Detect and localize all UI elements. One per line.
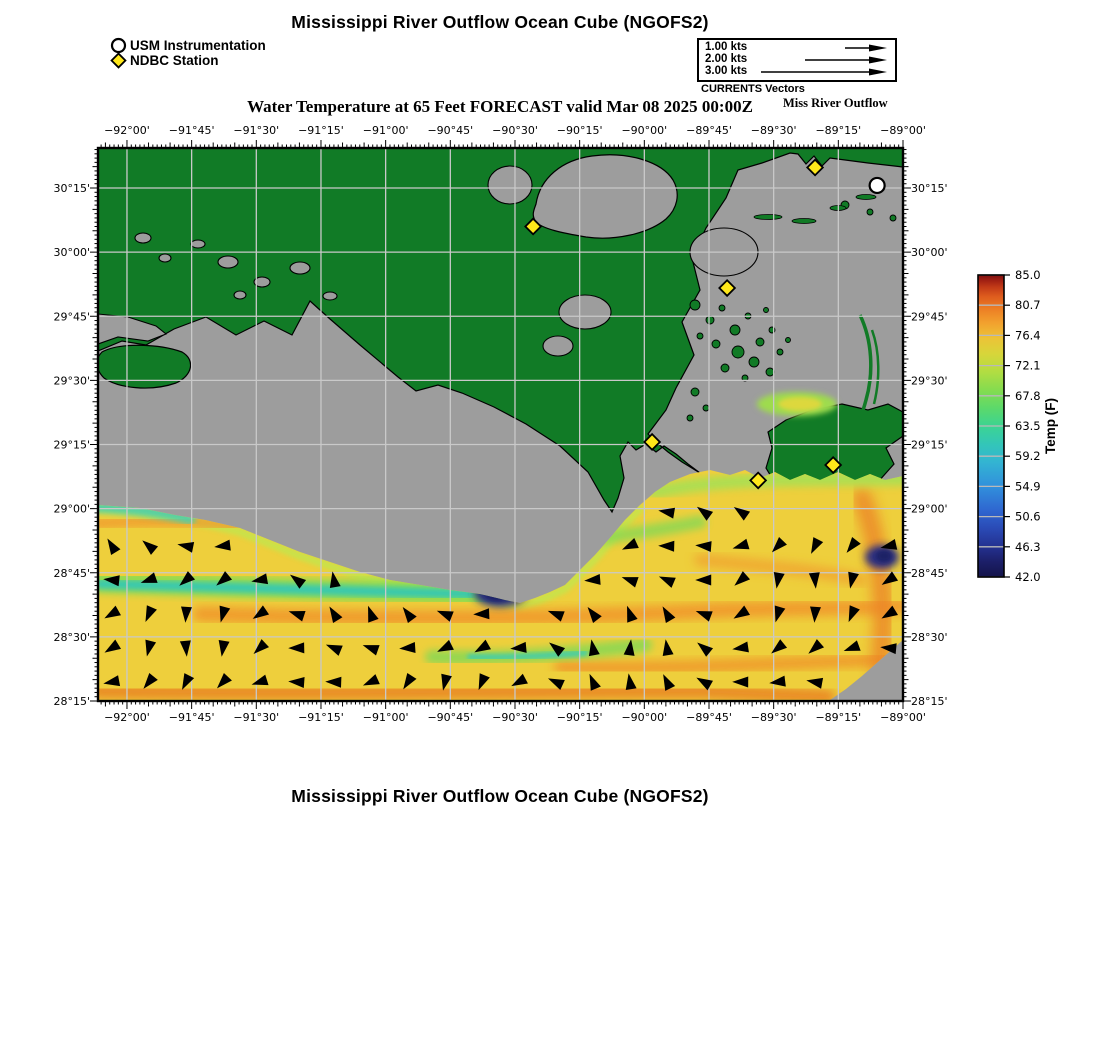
lon-tick-label-top: −91°45' bbox=[168, 124, 215, 137]
marsh-island-dot bbox=[697, 333, 703, 339]
lon-tick-label-bottom: −90°15' bbox=[556, 711, 603, 724]
colorbar-tick-label: 54.9 bbox=[1015, 479, 1041, 494]
lon-tick-label-bottom: −91°00' bbox=[362, 711, 409, 724]
colorbar-tick-label: 76.4 bbox=[1015, 328, 1041, 343]
usm-station-marker bbox=[870, 178, 885, 193]
currents-scale-label-3: 3.00 kts bbox=[705, 65, 748, 77]
colorbar-tick-label: 59.2 bbox=[1015, 449, 1041, 464]
currents-scale-label-2: 2.00 kts bbox=[705, 53, 748, 65]
marsh-island-dot bbox=[764, 308, 769, 313]
colorbar-tick-label: 63.5 bbox=[1015, 419, 1041, 433]
lake bbox=[234, 291, 246, 299]
barrier-island bbox=[754, 215, 782, 220]
lon-tick-label-bottom: −90°30' bbox=[492, 711, 538, 724]
lake bbox=[543, 336, 573, 356]
lake bbox=[323, 292, 337, 300]
colorbar-tick-label: 85.0 bbox=[1015, 268, 1041, 282]
lon-tick-label-top: −92°00' bbox=[104, 124, 150, 137]
lon-tick-label-bottom: −92°00' bbox=[104, 711, 150, 724]
lon-tick-label-top: −89°15' bbox=[815, 124, 862, 137]
marsh-island bbox=[97, 345, 191, 388]
marsh-island-dot bbox=[719, 305, 725, 311]
currents-caption: CURRENTS Vectors bbox=[701, 83, 805, 95]
lon-tick-label-top: −91°00' bbox=[362, 124, 409, 137]
lat-tick-label-left: 30°00' bbox=[53, 246, 90, 260]
lon-tick-label-bottom: −89°00' bbox=[880, 711, 926, 724]
marsh-island-dot bbox=[691, 388, 699, 396]
colorbar-title: Temp (F) bbox=[1043, 398, 1058, 454]
lon-tick-label-bottom: −89°45' bbox=[686, 711, 732, 724]
lat-tick-label-left: 29°30' bbox=[53, 374, 90, 388]
lon-tick-label-bottom: −91°30' bbox=[233, 711, 280, 724]
lat-tick-label-right: 29°15' bbox=[911, 438, 948, 452]
marsh-island-dot bbox=[712, 340, 720, 348]
forecast-subtitle: Water Temperature at 65 Feet FORECAST valid Mar 08 2025 00:00Z bbox=[247, 97, 753, 116]
lat-tick-label-right: 30°15' bbox=[911, 182, 948, 196]
marsh-island-dot bbox=[706, 316, 714, 324]
map-area bbox=[97, 148, 903, 701]
page-title: Mississippi River Outflow Ocean Cube (NGOFS2) bbox=[291, 12, 709, 32]
lon-tick-label-bottom: −90°00' bbox=[621, 711, 668, 724]
marsh-island-dot bbox=[766, 368, 774, 376]
lake bbox=[559, 295, 611, 329]
lake bbox=[218, 256, 238, 268]
marsh-island-dot bbox=[703, 405, 709, 411]
marsh-island-dot bbox=[749, 357, 759, 367]
lat-tick-label-left: 28°45' bbox=[53, 566, 90, 580]
marsh-island-dot bbox=[730, 325, 740, 335]
lat-tick-label-right: 29°00' bbox=[911, 502, 948, 516]
ndbc-legend-label: NDBC Station bbox=[130, 52, 219, 68]
lat-tick-label-left: 29°00' bbox=[53, 502, 90, 516]
marsh-island-dot bbox=[867, 209, 873, 215]
currents-scale-label-1: 1.00 kts bbox=[705, 41, 748, 53]
lat-tick-label-left: 29°15' bbox=[53, 438, 90, 452]
lat-tick-label-left: 29°45' bbox=[53, 310, 90, 324]
marsh-island-dot bbox=[690, 300, 700, 310]
lon-tick-label-bottom: −91°15' bbox=[298, 711, 344, 724]
colorbar-tick-label: 42.0 bbox=[1015, 570, 1041, 584]
lon-tick-label-top: −90°30' bbox=[492, 124, 538, 137]
lon-tick-label-top: −91°30' bbox=[233, 124, 280, 137]
colorbar-tick-label: 72.1 bbox=[1015, 358, 1041, 373]
colorbar-tick-label: 67.8 bbox=[1015, 388, 1041, 403]
marsh-island-dot bbox=[687, 415, 693, 421]
lon-tick-label-bottom: −89°15' bbox=[815, 711, 862, 724]
lon-tick-label-top: −90°00' bbox=[621, 124, 668, 137]
lon-tick-label-bottom: −90°45' bbox=[427, 711, 474, 724]
lake bbox=[135, 233, 151, 243]
lon-tick-label-top: −90°15' bbox=[556, 124, 603, 137]
lat-tick-label-right: 28°15' bbox=[911, 695, 948, 708]
marsh-island-dot bbox=[786, 338, 791, 343]
barrier-island bbox=[792, 219, 816, 224]
colorbar-tick-label: 80.7 bbox=[1015, 298, 1041, 313]
lat-tick-label-right: 29°45' bbox=[911, 310, 948, 324]
lake bbox=[290, 262, 310, 274]
colorbar-tick-label: 50.6 bbox=[1015, 509, 1041, 524]
region-label: Miss River Outflow bbox=[783, 96, 888, 110]
lake bbox=[191, 240, 205, 248]
colorbar-tick-label: 46.3 bbox=[1015, 539, 1041, 554]
lon-tick-label-top: −91°15' bbox=[298, 124, 344, 137]
lon-tick-label-top: −89°45' bbox=[686, 124, 732, 137]
lon-tick-label-bottom: −91°45' bbox=[168, 711, 215, 724]
lon-tick-label-top: −89°30' bbox=[750, 124, 797, 137]
lon-tick-label-top: −90°45' bbox=[427, 124, 474, 137]
lat-tick-label-right: 29°30' bbox=[911, 374, 948, 388]
lat-tick-label-left: 28°15' bbox=[53, 695, 90, 708]
lat-tick-label-left: 30°15' bbox=[53, 182, 90, 196]
lon-tick-label-top: −89°00' bbox=[880, 124, 926, 137]
lat-tick-label-right: 28°45' bbox=[911, 566, 948, 580]
lake bbox=[488, 166, 532, 204]
usm-legend-label: USM Instrumentation bbox=[130, 37, 266, 53]
marsh-island-dot bbox=[756, 338, 764, 346]
lat-tick-label-right: 28°30' bbox=[911, 630, 948, 644]
lat-tick-label-left: 28°30' bbox=[53, 630, 90, 644]
marsh-island-dot bbox=[890, 215, 896, 221]
barrier-island bbox=[856, 195, 876, 200]
lon-tick-label-bottom: −89°30' bbox=[750, 711, 797, 724]
marsh-island-dot bbox=[777, 349, 783, 355]
bottom-page-title: Mississippi River Outflow Ocean Cube (NGOFS2) bbox=[291, 786, 709, 806]
marsh-island-dot bbox=[721, 364, 729, 372]
lake bbox=[159, 254, 171, 262]
marsh-island-dot bbox=[732, 346, 744, 358]
lat-tick-label-right: 30°00' bbox=[911, 246, 948, 260]
cold-patch-core bbox=[876, 550, 892, 562]
